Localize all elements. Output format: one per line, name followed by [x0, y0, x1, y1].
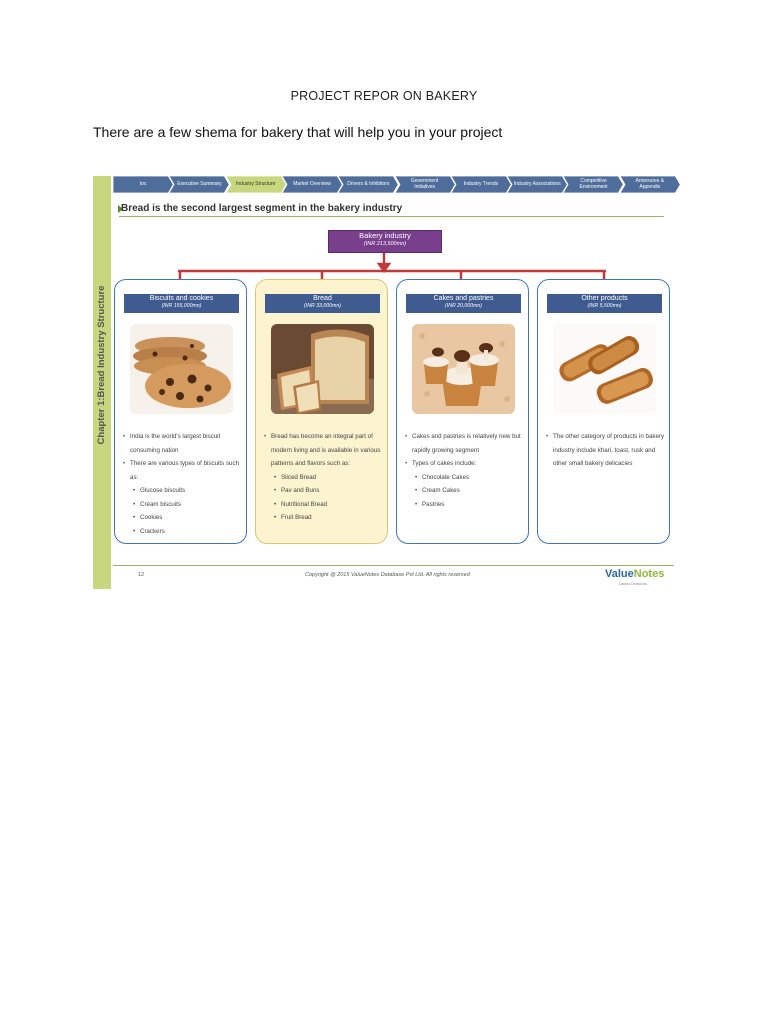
bullet-item: • India is the world's largest biscuit consuming nation [123, 430, 245, 457]
bullet-item: • Bread has become an integral part of modern living and is available in various patterns and flavors such as: [264, 430, 386, 471]
nav-step-label: Drivers & Inhibitors [347, 180, 390, 187]
cupcakes-image [412, 324, 515, 414]
root-label: Bakery industry [359, 231, 411, 240]
sub-bullet-item: • Glucose biscuits [123, 484, 245, 498]
slide-image [93, 176, 676, 589]
sub-bullet-item: • Fruit Bread [264, 511, 386, 525]
slide-page-number: 12 [138, 572, 145, 578]
segment-card-cakes [396, 279, 529, 544]
brand-main: Value [605, 568, 634, 580]
chapter-label: Chapter 1:Bread Industry Structure [96, 285, 107, 445]
nav-step-label: Government Initiatives [410, 178, 439, 190]
sub-bullet-item: • Chocolate Cakes [405, 471, 527, 485]
sub-bullet-item: • Crackers [123, 525, 245, 539]
nav-step-label: Industry Trends [463, 180, 499, 187]
sub-bullet-item: • Nutritional Bread [264, 498, 386, 512]
root-value: (INR 213,500mn) [363, 241, 407, 247]
segment-header [265, 294, 380, 313]
segment-header [547, 294, 662, 313]
segment-header [406, 294, 521, 313]
bullet-item: • Types of cakes include: [405, 457, 527, 471]
sub-bullet-item: • Pav and Buns [264, 484, 386, 498]
nav-step-label: Competitive Environment [579, 178, 608, 190]
footer-divider [113, 565, 674, 566]
cookies-image [130, 324, 233, 414]
segment-value: (INR 155,000mn) [161, 303, 202, 309]
copyright-notice: Copyright @ 2015 ValueNotes Database Pvt Ltd. All rights reserved [305, 572, 470, 578]
document-intro: There are a few shema for bakery that will help you in your project [93, 124, 503, 140]
segment-description [264, 430, 386, 525]
rusk-image [553, 324, 656, 414]
segment-description [546, 430, 668, 471]
nav-step-label: toc [139, 180, 147, 187]
segment-name: Other products [581, 295, 628, 302]
segment-name: Cakes and pastries [433, 295, 494, 302]
brand-accent: Notes [633, 568, 665, 580]
document-title: PROJECT REPOR ON BAKERY [290, 89, 478, 103]
nav-step-label: Industry Associations [513, 180, 561, 187]
segment-card-other [537, 279, 670, 544]
bullet-item: • The other category of products in bakery industry include khari, toast, rusk and other small bakery delicacies [546, 430, 668, 471]
segment-card-biscuits [114, 279, 247, 544]
segment-name: Bread [313, 295, 332, 302]
sub-bullet-item: • Cream Cakes [405, 484, 527, 498]
valuenotes-logo [605, 568, 664, 580]
segment-description [123, 430, 245, 538]
bread-loaf-image [271, 324, 374, 414]
nav-step-label: Industry Structure [236, 180, 276, 187]
segment-description [405, 430, 527, 511]
brand-tagline: Data to Decisions... [619, 582, 650, 586]
bullet-item: • There are various types of biscuits such as: [123, 457, 245, 484]
nav-step-label: Annexures & Appendix [635, 178, 665, 190]
sub-bullet-item: • Pastries [405, 498, 527, 512]
segment-name: Biscuits and cookies [149, 295, 214, 302]
sub-bullet-item: • Cookies [123, 511, 245, 525]
bullet-item: • Cakes and pastries is relatively new but rapidly growing segment [405, 430, 527, 457]
bakery-industry-box [328, 230, 442, 253]
segment-header [124, 294, 239, 313]
segment-card-bread [255, 279, 388, 544]
slide-headline: Bread is the second largest segment in the bakery industry [121, 203, 403, 214]
segment-value: (INR 5,500mn) [587, 303, 622, 309]
nav-step-label: Market Overview [293, 180, 331, 187]
segment-value: (INR 20,000mn) [445, 303, 482, 309]
nav-step-label: Executive Summary [177, 180, 222, 187]
sub-bullet-item: • Sliced Bread [264, 471, 386, 485]
segment-value: (INR 33,000mn) [304, 303, 341, 309]
sub-bullet-item: • Cream biscuits [123, 498, 245, 512]
